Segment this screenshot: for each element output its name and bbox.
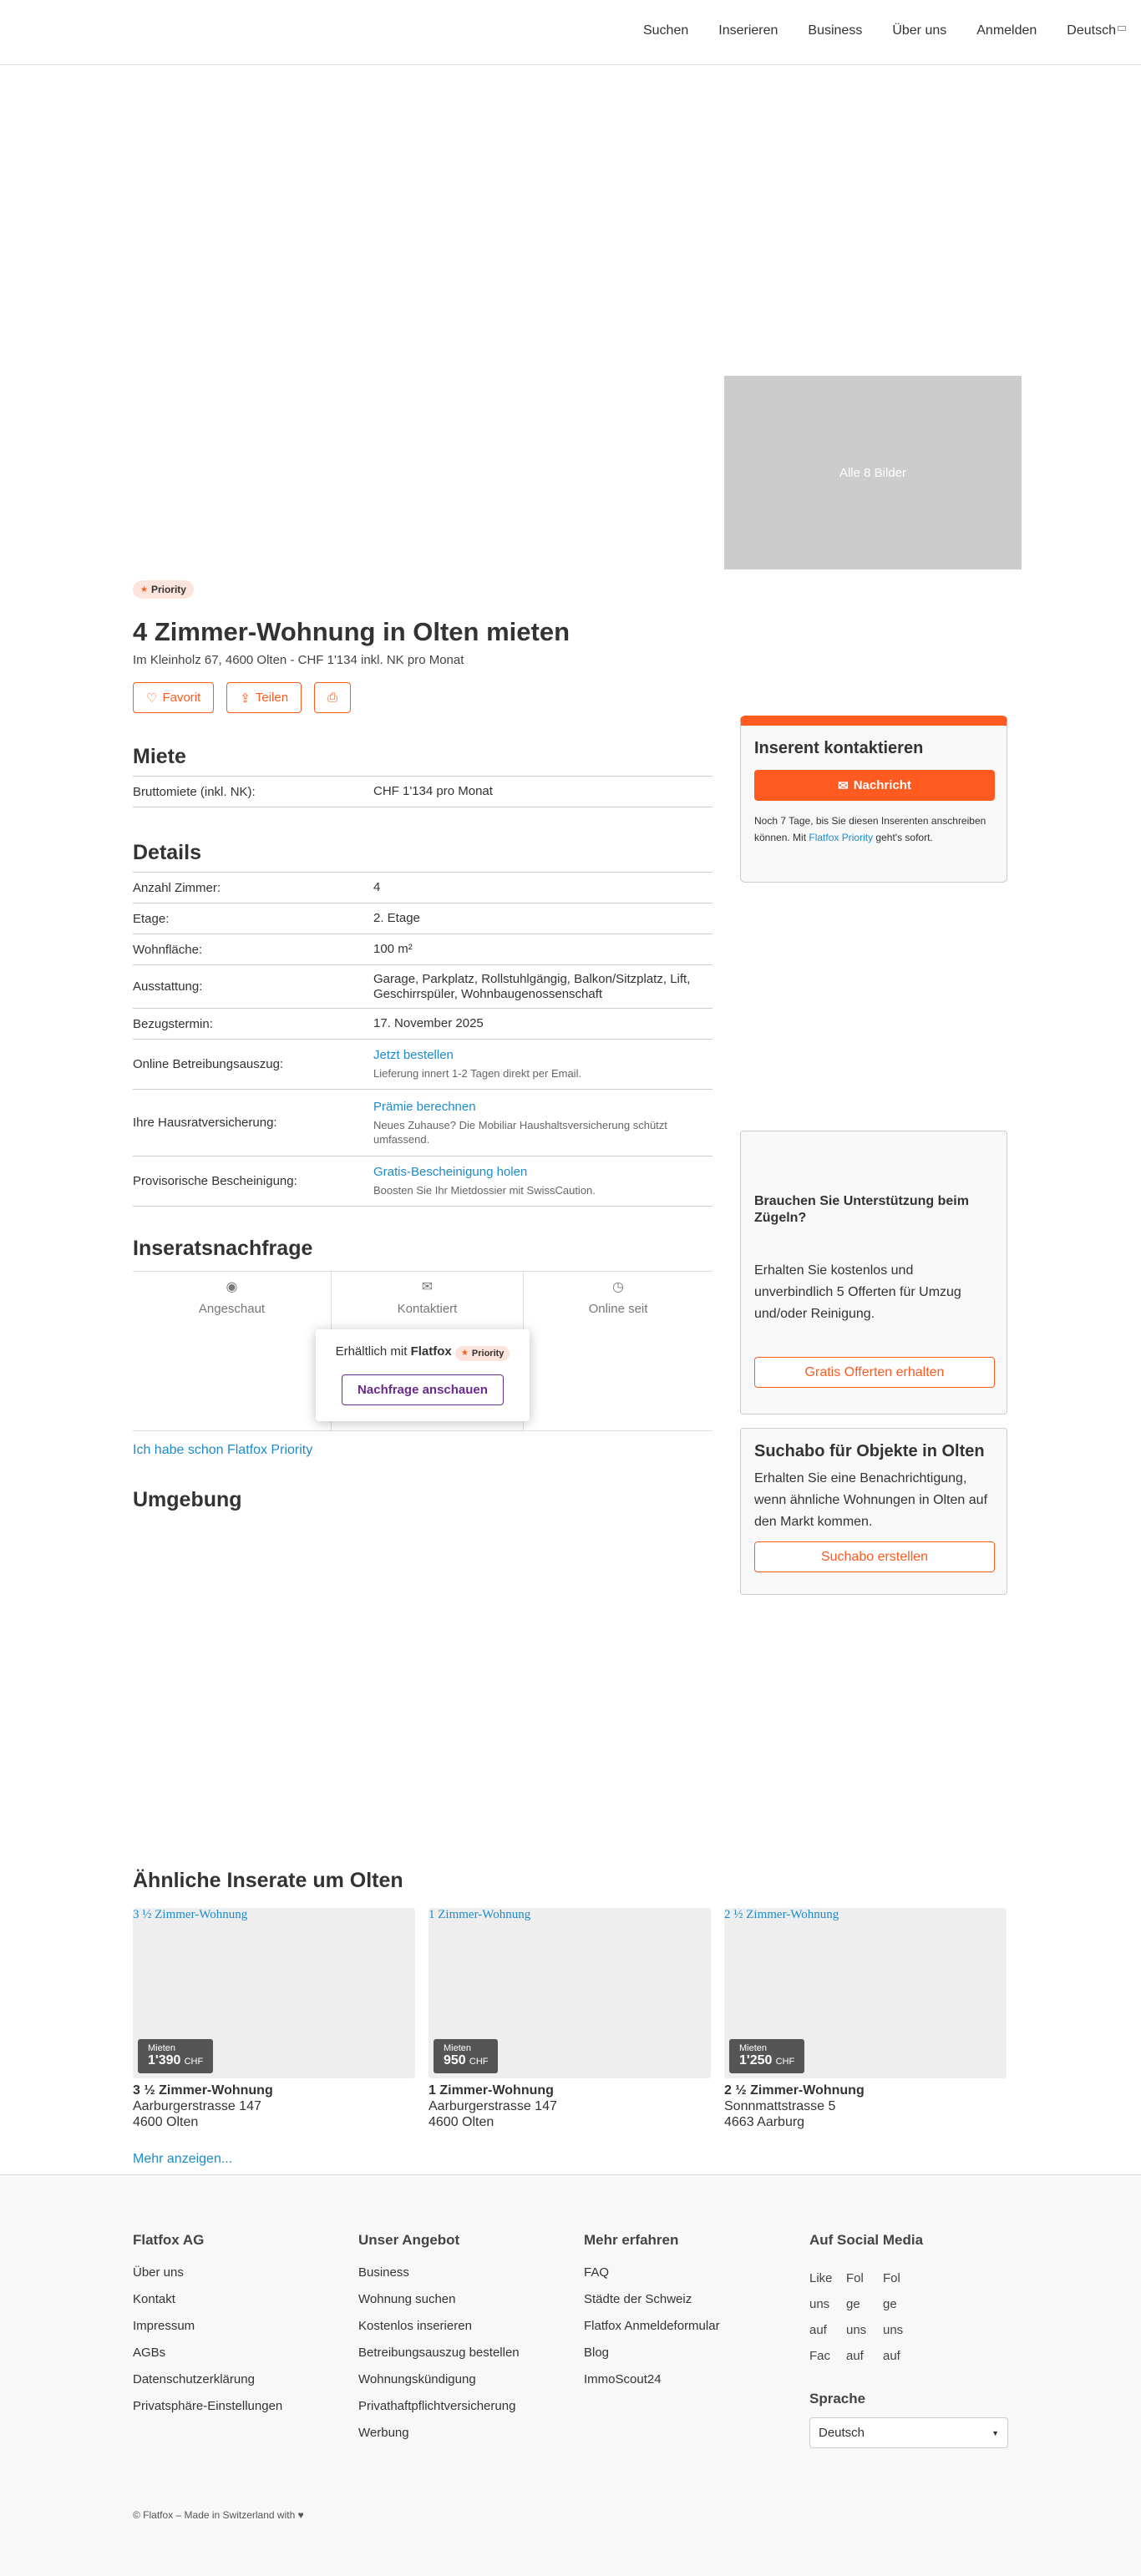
certificate-value xyxy=(373,1165,712,1197)
footer-link[interactable]: Blog xyxy=(584,2346,610,2360)
footer-social xyxy=(809,2232,1035,2448)
all-images-button[interactable]: Alle 8 Bilder xyxy=(724,376,1022,569)
message-label: Nachricht xyxy=(853,778,911,792)
favorite-button[interactable] xyxy=(133,682,214,713)
price-amount: 950 xyxy=(444,2053,466,2067)
similar-image[interactable] xyxy=(133,1908,415,2078)
star-icon: ★ xyxy=(140,585,148,595)
similar-title[interactable]: 3 ½ Zimmer-Wohnung xyxy=(133,2083,273,2098)
search-alert-text: Erhalten Sie eine Benachrichtigung, wenn ähnliche Wohnungen in Olten auf den Markt kommen. xyxy=(754,1471,988,1529)
moving-heading: Brauchen Sie Unterstützung beim Zügeln? xyxy=(754,1194,969,1225)
heart-icon: ♡ xyxy=(146,691,158,706)
top-bar xyxy=(0,0,1141,65)
footer-link[interactable]: ImmoScout24 xyxy=(584,2372,662,2386)
footer-link[interactable]: Betreibungsauszug bestellen xyxy=(358,2346,520,2360)
popup-prefix: Erhältlich mit xyxy=(335,1344,408,1359)
share-icon: ⇪ xyxy=(240,691,251,706)
get-certificate-link[interactable]: Gratis-Bescheinigung holen xyxy=(373,1165,528,1179)
share-button[interactable] xyxy=(226,682,302,713)
price-tag xyxy=(138,2039,213,2073)
footer-link[interactable]: Wohnung suchen xyxy=(358,2292,456,2306)
rent-key: Bruttomiete (inkl. NK): xyxy=(133,784,256,799)
move-in-value: 17. November 2025 xyxy=(373,1016,484,1030)
already-priority-link[interactable]: Ich habe schon Flatfox Priority xyxy=(133,1443,313,1457)
certificate-key: Provisorische Bescheinigung: xyxy=(133,1174,297,1188)
contact-note-pre: Noch 7 Tage, bis Sie diesen Inserenten anschreiben können. Mit xyxy=(754,815,986,843)
nav-language[interactable] xyxy=(1067,23,1126,38)
footer-link[interactable]: Über uns xyxy=(133,2265,184,2280)
debt-key: Online Betreibungsauszug: xyxy=(133,1057,284,1071)
nav-login[interactable]: Anmelden xyxy=(976,23,1037,38)
rent-table xyxy=(133,776,712,807)
listing-title: 4 Zimmer-Wohnung in Olten mieten xyxy=(133,617,570,646)
stat-viewed-label: Angeschaut xyxy=(198,1302,266,1316)
search-alert-heading: Suchabo für Objekte in Olten xyxy=(754,1442,985,1460)
similar-image-alt: 2 ½ Zimmer-Wohnung xyxy=(724,1908,839,1921)
popup-badge-label: Priority xyxy=(471,1348,505,1359)
similar-title[interactable]: 2 ½ Zimmer-Wohnung xyxy=(724,2083,865,2098)
similar-image-alt: 1 Zimmer-Wohnung xyxy=(429,1908,531,1921)
rooms-key: Anzahl Zimmer: xyxy=(133,880,221,895)
popup-line xyxy=(316,1344,530,1361)
listing-subtitle: Im Kleinholz 67, 4600 Olten - CHF 1'134 inkl. NK pro Monat xyxy=(133,653,464,667)
search-alert-card xyxy=(740,1428,1007,1595)
price-tag-label: Mieten xyxy=(739,2043,768,2053)
moving-text: Erhalten Sie kostenlos und unverbindlich 5 Offerten für Umzug und/oder Reinigung. xyxy=(754,1263,961,1321)
rent-heading: Miete xyxy=(133,745,186,768)
footer-link[interactable]: Privatsphäre-Einstellungen xyxy=(133,2399,283,2413)
floor-value: 2. Etage xyxy=(373,911,420,925)
footer-link[interactable]: Kostenlos inserieren xyxy=(358,2319,472,2333)
print-icon: ⎙ xyxy=(327,691,338,705)
share-label: Teilen xyxy=(255,691,289,705)
price-tag xyxy=(729,2039,804,2073)
nav-advertise[interactable]: Inserieren xyxy=(718,23,778,38)
rent-value: CHF 1'134 pro Monat xyxy=(373,784,493,798)
details-row-features xyxy=(133,965,712,1009)
details-row-area xyxy=(133,934,712,965)
footer-social-heading: Auf Social Media xyxy=(809,2232,924,2248)
price-amount: 1'390 xyxy=(148,2053,181,2067)
priority-popup xyxy=(316,1329,530,1421)
similar-image[interactable] xyxy=(429,1908,711,2078)
facebook-icon[interactable]: Like uns auf Fac xyxy=(809,2271,833,2363)
favorite-label: Favorit xyxy=(162,691,201,705)
popup-brand: Flatfox xyxy=(410,1344,452,1359)
footer-company-heading: Flatfox AG xyxy=(133,2232,205,2248)
certificate-sub: Boosten Sie Ihr Mietdossier mit SwissCaution. xyxy=(373,1184,596,1197)
area-value: 100 m² xyxy=(373,942,413,956)
footer xyxy=(0,2174,1141,2576)
nav-business[interactable]: Business xyxy=(808,23,863,38)
similar-city: 4663 Aarburg xyxy=(724,2115,805,2129)
flatfox-priority-link[interactable]: Flatfox Priority xyxy=(809,832,874,843)
similar-street: Aarburgerstrasse 147 xyxy=(133,2099,261,2113)
contact-note-post: geht's sofort. xyxy=(875,832,933,843)
details-row-debt xyxy=(133,1040,712,1090)
listing-actions xyxy=(133,682,712,713)
move-in-key: Bezugstermin: xyxy=(133,1016,213,1031)
contact-card xyxy=(740,716,1007,883)
debt-sub: Lieferung innert 1-2 Tagen direkt per Email. xyxy=(373,1067,582,1080)
features-value: Garage, Parkplatz, Rollstuhlgängig, Balkon/Sitzplatz, Lift, Geschirrspüler, Wohnbaugenossenschaft xyxy=(373,971,691,1001)
footer-link[interactable]: Kontakt xyxy=(133,2292,175,2306)
price-currency: CHF xyxy=(184,2057,204,2067)
copyright: © Flatfox – Made in Switzerland with ♥ xyxy=(133,2509,304,2521)
similar-image-alt: 3 ½ Zimmer-Wohnung xyxy=(133,1908,248,1921)
footer-link[interactable]: FAQ xyxy=(584,2265,610,2280)
details-row-floor xyxy=(133,903,712,934)
area-key: Wohnfläche: xyxy=(133,942,203,957)
price-tag-label: Mieten xyxy=(444,2043,472,2053)
similar-section xyxy=(133,1869,1008,2167)
price-amount: 1'250 xyxy=(739,2053,773,2067)
debt-value xyxy=(373,1048,712,1081)
footer-learn-heading: Mehr erfahren xyxy=(584,2232,679,2248)
moving-card xyxy=(740,1131,1007,1415)
similar-street: Sonnmattstrasse 5 xyxy=(724,2099,836,2113)
flag-icon xyxy=(1118,26,1126,31)
surroundings-heading: Umgebung xyxy=(133,1488,242,1511)
linkedin-icon[interactable]: Folge uns auf xyxy=(883,2271,904,2363)
footer-link[interactable]: Flatfox Anmeldeformular xyxy=(584,2319,720,2333)
stat-online-since xyxy=(524,1272,712,1430)
clock-icon: ◷ xyxy=(612,1280,624,1294)
print-button[interactable] xyxy=(314,682,351,713)
price-currency: CHF xyxy=(775,2057,795,2067)
demand-heading: Inseratsnachfrage xyxy=(133,1237,313,1260)
footer-link[interactable]: Business xyxy=(358,2265,409,2280)
calculate-premium-link[interactable]: Prämie berechnen xyxy=(373,1099,476,1114)
message-button[interactable] xyxy=(754,770,995,801)
similar-city: 4600 Olten xyxy=(429,2115,494,2129)
demand-panel xyxy=(133,1271,712,1431)
create-search-alert-button[interactable]: Suchabo erstellen xyxy=(754,1541,995,1572)
similar-item[interactable] xyxy=(133,1908,415,2130)
insurance-key: Ihre Hausratversicherung: xyxy=(133,1116,277,1130)
details-table xyxy=(133,872,712,1207)
insurance-value xyxy=(373,1100,712,1146)
stat-online-label: Online seit xyxy=(588,1302,648,1316)
instagram-icon[interactable]: Folge uns auf xyxy=(846,2271,867,2363)
show-more-link[interactable]: Mehr anzeigen... xyxy=(133,2152,233,2166)
footer-language-heading: Sprache xyxy=(809,2391,866,2406)
footer-offer-heading: Unser Angebot xyxy=(358,2232,460,2248)
price-currency: CHF xyxy=(469,2057,489,2067)
footer-offer xyxy=(358,2232,584,2452)
similar-grid xyxy=(133,1908,1008,2130)
social-links xyxy=(809,2265,1035,2372)
contact-heading: Inserent kontaktieren xyxy=(754,739,924,757)
sidebar xyxy=(740,716,1007,1595)
features-key: Ausstattung: xyxy=(133,979,203,994)
similar-street: Aarburgerstrasse 147 xyxy=(429,2099,557,2113)
details-row-insurance xyxy=(133,1090,712,1156)
price-tag-label: Mieten xyxy=(148,2043,176,2053)
footer-link[interactable]: AGBs xyxy=(133,2346,166,2360)
rent-row xyxy=(133,777,712,807)
popup-priority-badge xyxy=(455,1346,510,1361)
footer-link[interactable]: Werbung xyxy=(358,2426,409,2440)
nav-search[interactable]: Suchen xyxy=(642,23,689,38)
free-quotes-button[interactable]: Gratis Offerten erhalten xyxy=(754,1357,995,1388)
envelope-icon: ✉ xyxy=(838,778,849,793)
language-select[interactable] xyxy=(809,2417,1008,2448)
footer-link[interactable]: Datenschutzerklärung xyxy=(133,2372,255,2386)
details-heading: Details xyxy=(133,841,201,864)
nav-about[interactable]: Über uns xyxy=(892,23,947,38)
order-debt-extract-link[interactable]: Jetzt bestellen xyxy=(373,1048,454,1062)
footer-link[interactable]: Städte der Schweiz xyxy=(584,2292,692,2306)
language-selected: Deutsch xyxy=(819,2426,865,2440)
stat-viewed xyxy=(133,1272,332,1430)
footer-link[interactable]: Privathaftpflichtversicherung xyxy=(358,2399,516,2413)
similar-item[interactable] xyxy=(429,1908,711,2130)
main-nav xyxy=(613,23,1126,38)
similar-heading: Ähnliche Inserate um Olten xyxy=(133,1869,403,1892)
footer-company xyxy=(133,2232,358,2426)
details-row-rooms xyxy=(133,873,712,903)
price-tag xyxy=(434,2039,498,2073)
envelope-icon: ✉ xyxy=(421,1280,434,1294)
insurance-sub: Neues Zuhause? Die Mobiliar Haushaltsversicherung schützt umfassend. xyxy=(373,1118,667,1146)
similar-city: 4600 Olten xyxy=(133,2115,199,2129)
language-label: Deutsch xyxy=(1067,23,1116,38)
view-demand-button[interactable]: Nachfrage anschauen xyxy=(342,1374,504,1405)
listing-main xyxy=(133,580,712,1512)
priority-badge-label: Priority xyxy=(150,584,186,595)
details-row-certificate xyxy=(133,1156,712,1207)
eye-icon: ◉ xyxy=(226,1280,238,1294)
popup-star-icon: ★ xyxy=(460,1349,469,1358)
demand-divider xyxy=(133,1430,712,1431)
footer-link[interactable]: Wohnungskündigung xyxy=(358,2372,476,2386)
stat-contacted-label: Kontaktiert xyxy=(397,1302,458,1316)
footer-learn xyxy=(584,2232,809,2399)
contact-note xyxy=(754,812,993,846)
footer-link[interactable]: Impressum xyxy=(133,2319,195,2333)
floor-key: Etage: xyxy=(133,911,170,926)
details-row-move-in xyxy=(133,1009,712,1040)
caret-down-icon: ▼ xyxy=(991,2428,999,2437)
rooms-value: 4 xyxy=(373,880,381,894)
similar-image[interactable] xyxy=(724,1908,1007,2078)
similar-title[interactable]: 1 Zimmer-Wohnung xyxy=(429,2083,554,2098)
similar-item[interactable] xyxy=(724,1908,1007,2130)
priority-badge xyxy=(133,580,194,599)
